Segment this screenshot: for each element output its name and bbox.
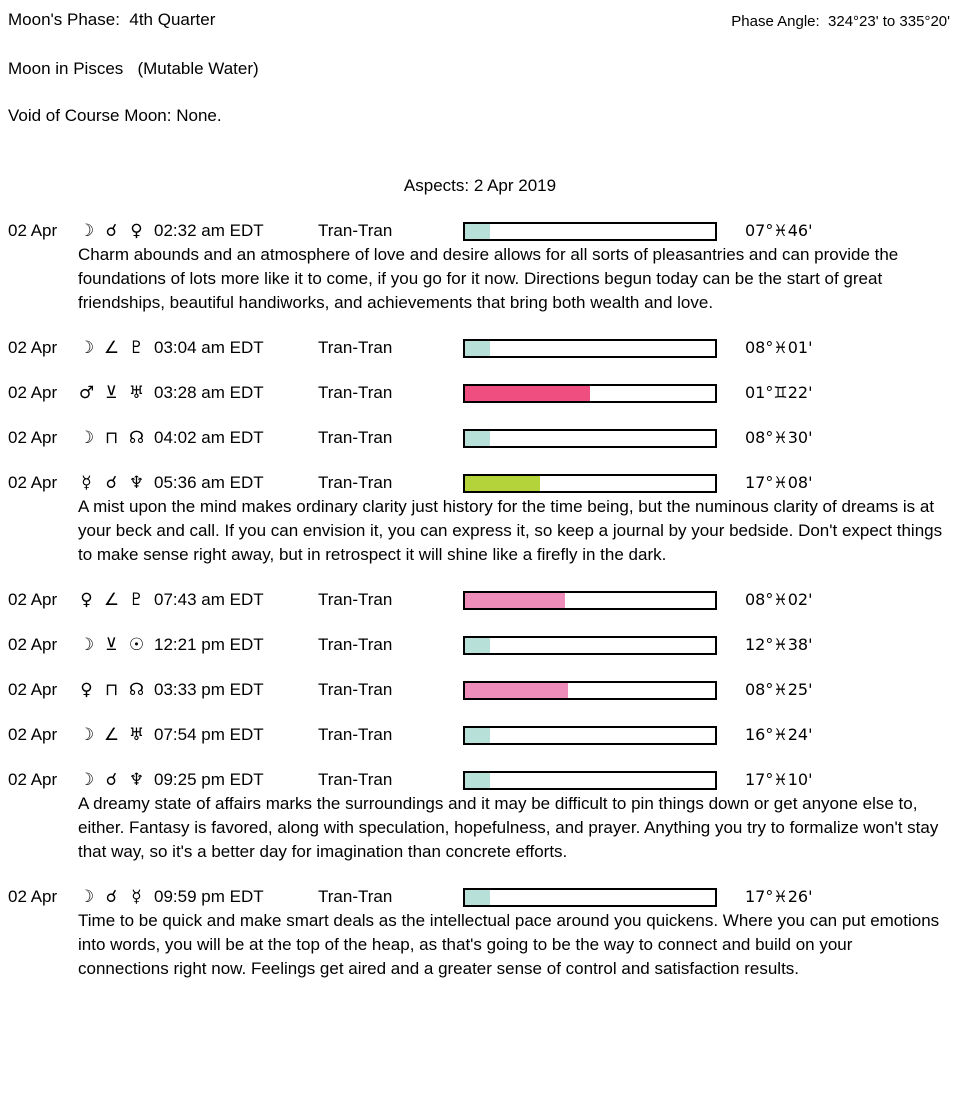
moon-glyph: ☽ xyxy=(78,635,95,655)
aspect-position: 08°♓02' xyxy=(745,590,813,609)
orb-strength-fill xyxy=(465,638,490,653)
aspect-type: Tran-Tran xyxy=(318,383,393,402)
aspect-glyphs xyxy=(74,678,154,702)
phase-angle-text: Phase Angle: 324°23' to 335°20' xyxy=(731,13,950,30)
aspect-time: 03:33 pm EDT xyxy=(154,680,264,699)
neptune-glyph: ♆ xyxy=(128,770,145,790)
orb-strength-fill xyxy=(465,773,490,788)
uranus-glyph: ♅ xyxy=(128,383,145,403)
moon-phase-text: Moon's Phase: 4th Quarter xyxy=(8,10,216,29)
aspect-time: 07:43 am EDT xyxy=(154,590,264,609)
aspect-glyphs xyxy=(74,768,154,792)
aspect-date: 02 Apr xyxy=(8,590,58,609)
aspect-date: 02 Apr xyxy=(8,473,58,492)
aspect-date: 02 Apr xyxy=(8,680,58,699)
aspect-description: Time to be quick and make smart deals as the intellectual pace around you quickens. Where you can put emotions into words, you will be at the top of the heap, as that's going to be the way to connect and build on your connections right now. Feelings get aired and a greater sense of control and satisfaction results. xyxy=(78,911,940,978)
aspect-date: 02 Apr xyxy=(8,635,58,654)
north-node-glyph: ☊ xyxy=(128,680,145,700)
aspect-type: Tran-Tran xyxy=(318,887,393,906)
orb-strength-bar xyxy=(463,888,717,907)
aspect-type: Tran-Tran xyxy=(318,338,393,357)
aspect-position: 16°♓24' xyxy=(745,725,813,744)
aspect-time: 03:28 am EDT xyxy=(154,383,264,402)
aspect-time: 09:25 pm EDT xyxy=(154,770,264,789)
neptune-glyph: ♆ xyxy=(128,473,145,493)
conjunction-glyph: ☌ xyxy=(105,887,118,907)
mercury-glyph: ☿ xyxy=(131,887,142,907)
moon-glyph: ☽ xyxy=(78,338,95,358)
aspect-position: 07°♓46' xyxy=(745,221,813,240)
aspect-date: 02 Apr xyxy=(8,383,58,402)
aspect-row xyxy=(8,633,952,657)
aspect-position: 17°♓26' xyxy=(745,887,813,906)
venus-glyph: ♀ xyxy=(130,221,143,241)
aspect-glyphs xyxy=(74,471,154,495)
aspect-time: 02:32 am EDT xyxy=(154,221,264,240)
aspect-position: 08°♓30' xyxy=(745,428,813,447)
moon-glyph: ☽ xyxy=(78,725,95,745)
aspect-time: 07:54 pm EDT xyxy=(154,725,264,744)
semisextile-glyph: ⊻ xyxy=(105,383,118,403)
aspect-position: 12°♓38' xyxy=(745,635,813,654)
aspect-row xyxy=(8,723,952,747)
mercury-glyph: ☿ xyxy=(81,473,92,493)
semisquare-glyph: ∠ xyxy=(103,338,120,358)
aspect-position: 08°♓25' xyxy=(745,680,813,699)
sesquiquadrate-glyph: ⊓ xyxy=(104,428,119,448)
aspect-row xyxy=(8,426,952,450)
orb-strength-fill xyxy=(465,341,490,356)
sesquiquadrate-glyph: ⊓ xyxy=(104,680,119,700)
aspect-time: 09:59 pm EDT xyxy=(154,887,264,906)
orb-strength-bar xyxy=(463,726,717,745)
north-node-glyph: ☊ xyxy=(128,428,145,448)
orb-strength-fill xyxy=(465,683,568,698)
orb-strength-fill xyxy=(465,386,590,401)
aspect-row xyxy=(8,471,952,495)
pluto-glyph: ♇ xyxy=(128,338,145,358)
aspect-time: 03:04 am EDT xyxy=(154,338,264,357)
orb-strength-bar xyxy=(463,339,717,358)
orb-strength-bar xyxy=(463,636,717,655)
aspect-glyphs xyxy=(74,336,154,360)
orb-strength-fill xyxy=(465,890,490,905)
aspect-type: Tran-Tran xyxy=(318,635,393,654)
aspect-glyphs xyxy=(74,588,154,612)
moon-glyph: ☽ xyxy=(78,887,95,907)
aspect-date: 02 Apr xyxy=(8,428,58,447)
orb-strength-fill xyxy=(465,431,490,446)
aspect-date: 02 Apr xyxy=(8,725,58,744)
aspect-row xyxy=(8,885,952,909)
orb-strength-bar xyxy=(463,591,717,610)
moon-sign-text: Moon in Pisces (Mutable Water) xyxy=(8,59,259,78)
aspect-time: 12:21 pm EDT xyxy=(154,635,264,654)
aspect-type: Tran-Tran xyxy=(318,590,393,609)
sun-glyph: ☉ xyxy=(128,635,145,655)
orb-strength-bar xyxy=(463,384,717,403)
aspect-row xyxy=(8,678,952,702)
moon-glyph: ☽ xyxy=(78,221,95,241)
aspect-description: A dreamy state of affairs marks the surroundings and it may be difficult to pin things down or get anyone else to, either. Fantasy is favored, along with speculation, hopefulness, and prayer. Anything you try to formalize won't stay that way, so it's a better day for imagination than concrete efforts. xyxy=(78,794,939,861)
aspect-glyphs xyxy=(74,633,154,657)
orb-strength-bar xyxy=(463,429,717,448)
void-of-course-text: Void of Course Moon: None. xyxy=(8,106,222,125)
aspect-type: Tran-Tran xyxy=(318,428,393,447)
aspect-date: 02 Apr xyxy=(8,338,58,357)
orb-strength-bar xyxy=(463,681,717,700)
aspect-glyphs xyxy=(74,723,154,747)
aspect-position: 01°♊22' xyxy=(745,383,813,402)
mars-glyph: ♂ xyxy=(78,383,95,403)
moon-glyph: ☽ xyxy=(78,428,95,448)
orb-strength-bar xyxy=(463,474,717,493)
aspect-glyphs xyxy=(74,885,154,909)
aspect-time: 05:36 am EDT xyxy=(154,473,264,492)
orb-strength-fill xyxy=(465,593,565,608)
orb-strength-bar xyxy=(463,771,717,790)
aspect-row xyxy=(8,768,952,792)
moon-glyph: ☽ xyxy=(78,770,95,790)
aspect-date: 02 Apr xyxy=(8,887,58,906)
aspect-type: Tran-Tran xyxy=(318,770,393,789)
orb-strength-bar xyxy=(463,222,717,241)
conjunction-glyph: ☌ xyxy=(105,770,118,790)
aspect-type: Tran-Tran xyxy=(318,221,393,240)
aspect-glyphs xyxy=(74,426,154,450)
aspect-position: 17°♓08' xyxy=(745,473,813,492)
aspect-row xyxy=(8,336,952,360)
aspect-row xyxy=(8,381,952,405)
aspect-time: 04:02 am EDT xyxy=(154,428,264,447)
venus-glyph: ♀ xyxy=(80,590,93,610)
aspects-section-title: Aspects: 2 Apr 2019 xyxy=(403,176,557,195)
venus-glyph: ♀ xyxy=(80,680,93,700)
orb-strength-fill xyxy=(465,728,490,743)
aspect-type: Tran-Tran xyxy=(318,725,393,744)
aspect-date: 02 Apr xyxy=(8,770,58,789)
orb-strength-fill xyxy=(465,224,490,239)
aspect-type: Tran-Tran xyxy=(318,680,393,699)
aspect-glyphs xyxy=(74,381,154,405)
semisextile-glyph: ⊻ xyxy=(105,635,118,655)
aspect-date: 02 Apr xyxy=(8,221,58,240)
aspect-row xyxy=(8,219,952,243)
semisquare-glyph: ∠ xyxy=(103,590,120,610)
aspect-position: 08°♓01' xyxy=(745,338,813,357)
aspect-row xyxy=(8,588,952,612)
aspect-position: 17°♓10' xyxy=(745,770,813,789)
conjunction-glyph: ☌ xyxy=(105,221,118,241)
conjunction-glyph: ☌ xyxy=(105,473,118,493)
aspect-description: Charm abounds and an atmosphere of love and desire allows for all sorts of pleasantries and can provide the foundations of lots more like it to come, if you go for it now. Directions begun today can be the start of great friendships, beautiful handiworks, and achievements that bring both wealth and love. xyxy=(78,245,899,312)
aspect-description: A mist upon the mind makes ordinary clarity just history for the time being, but the numinous clarity of dreams is at your beck and call. If you can envision it, you can express it, so keep a journal by your bedside. Don't expect things to make sense right away, but in retrospect it will shine like a firefly in the dark. xyxy=(78,497,943,564)
aspect-glyphs xyxy=(74,219,154,243)
report-header-row xyxy=(8,8,952,34)
uranus-glyph: ♅ xyxy=(128,725,145,745)
pluto-glyph: ♇ xyxy=(128,590,145,610)
aspect-type: Tran-Tran xyxy=(318,473,393,492)
semisquare-glyph: ∠ xyxy=(103,725,120,745)
orb-strength-fill xyxy=(465,476,540,491)
